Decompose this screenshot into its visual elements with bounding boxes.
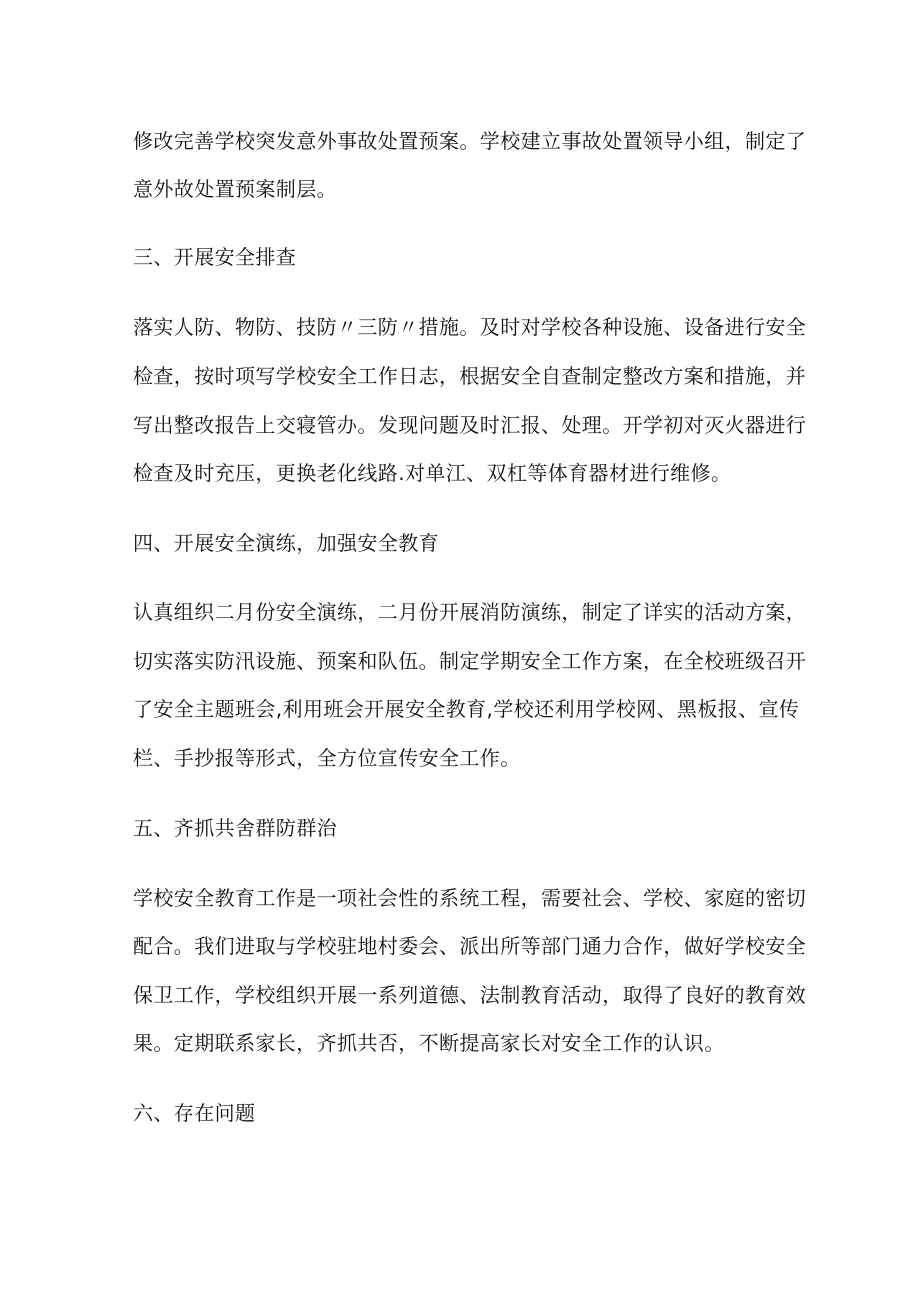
paragraph-line: 保卫工作，学校组织开展一系列道德、法制教育活动，取得了良好的教育效: [133, 983, 807, 1007]
paragraph-line: 切实落实防汛设施、预案和队伍。制定学期安全工作方案，在全校班级召开: [133, 649, 807, 673]
section-heading: 五、齐抓共舍群防群治: [133, 816, 337, 840]
paragraph-line: 了安全主题班会,利用班会开展安全教育,学校还利用学校网、黑板报、宣传: [133, 697, 800, 721]
paragraph-line: 修改完善学校突发意外事故处置预案。学校建立事故处置领导小组，制定了: [133, 129, 807, 153]
paragraph-line: 意外故处置预案制层。: [133, 177, 337, 201]
paragraph-line: 认真组织二月份安全演练，二月份开展消防演练，制定了详实的活动方案，: [133, 600, 807, 624]
paragraph-line: 配合。我们进取与学校驻地村委会、派出所等部门通力合作，做好学校安全: [133, 934, 807, 958]
paragraph-line: 写出整改报告上交寝管办。发现问题及时汇报、处理。开学初对灭火器进行: [133, 413, 807, 437]
section-heading: 三、开展安全排查: [133, 245, 297, 269]
section-heading: 四、开展安全演练，加强安全教育: [133, 531, 439, 555]
paragraph-line: 检查，按时项写学校安全工作日志，根据安全自查制定整改方案和措施，并: [133, 364, 807, 388]
paragraph-line: 检查及时充压，更换老化线路.对单江、双杠等体育器材进行维修。: [133, 461, 732, 485]
paragraph-line: 栏、手抄报等形式，全方位宣传安全工作。: [133, 746, 521, 770]
paragraph-line: 落实人防、物防、技防〃三防〃措施。及时对学校各种设施、设备进行安全: [133, 315, 807, 339]
paragraph-line: 学校安全教育工作是一项社会性的系统工程，需要社会、学校、家庭的密切: [133, 886, 807, 910]
section-heading: 六、存在问题: [133, 1101, 256, 1125]
paragraph-line: 果。定期联系家长，齐抓共否，不断提高家长对安全工作的认识。: [133, 1031, 725, 1055]
